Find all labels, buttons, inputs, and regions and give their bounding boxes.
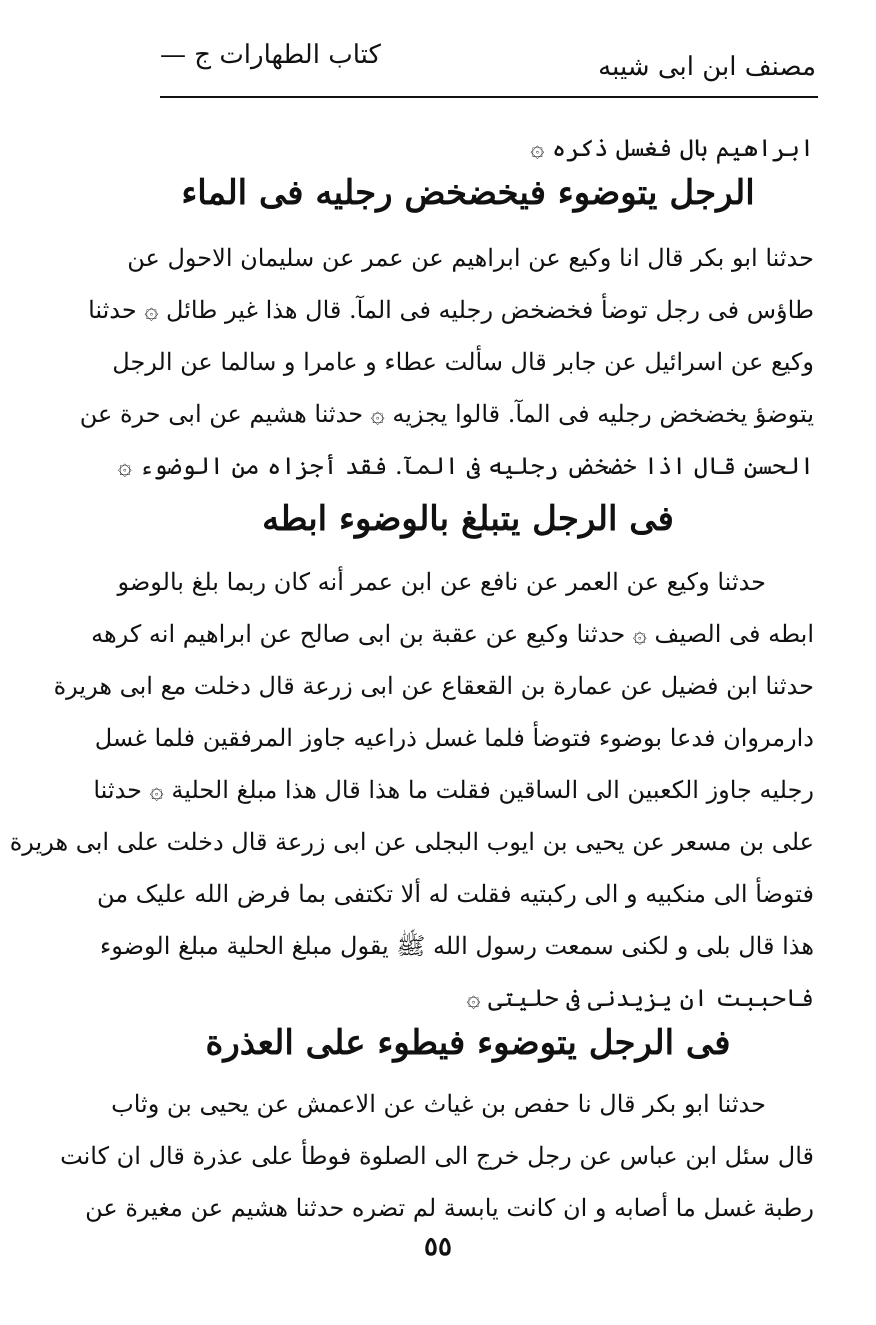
- text-line: ابطه فی الصیف ۞ حدثنا وکیع عن عقبة بن ابی صالح عن ابراهیم انه کرهه: [91, 620, 814, 648]
- running-header-book-title: مصنف ابن ابی شیبه: [598, 52, 816, 82]
- text-line: رطبة غسل ما أصابه و ان کانت یابسة لم تضره حدثنا هشیم عن مغیرة عن: [85, 1194, 814, 1222]
- section-heading: فی الرجل یتوضوء فیطوء علی العذرة: [205, 1023, 731, 1063]
- text-line: علی بن مسعر عن یحیی بن ایوب البجلی عن ابی زرعة قال دخلت علی ابی هریرة: [9, 828, 814, 856]
- text-line: حدثنا وکیع عن العمر عن نافع عن ابن عمر أنه کان ربما بلغ بالوضو: [117, 568, 766, 596]
- text-line: دارمروان فدعا بوضوء فتوضأ فلما غسل ذراعیه جاوز المرفقین فلما غسل: [94, 724, 814, 752]
- page-number: ٥٥: [424, 1232, 452, 1262]
- text-line: یتوضؤ یخضخض رجلیه فی المآ. قالوا یجزیه ۞ حدثنا هشیم عن ابی حرة عن: [79, 400, 814, 428]
- running-header-chapter: کتاب الطهارات ج —: [160, 40, 381, 70]
- text-line: حدثنا ابو بکر قال انا وکیع عن ابراهیم عن عمر عن سلیمان الاحول عن: [127, 244, 814, 272]
- section-heading: فی الرجل یتبلغ بالوضوء ابطه: [262, 499, 674, 539]
- text-line: الحسن قال اذا خضخض رجلیه فی المآ. فقد أجزاه من الوضوء ۞: [117, 452, 814, 480]
- header-rule: [160, 96, 818, 98]
- text-line: رجلیه جاوز الکعبین الی الساقین فقلت ما هذا قال هذا مبلغ الحلیة ۞ حدثنا: [93, 776, 814, 804]
- text-line: فتوضأ الی منکبیه و الی رکبتیه فقلت له ألا تکتفی بما فرض الله علیک من: [97, 880, 814, 908]
- text-line: ابراهیم بال فغسل ذکره ۞: [530, 134, 814, 162]
- text-line: وکیع عن اسرائیل عن جابر قال سألت عطاء و عامرا و سالما عن الرجل: [112, 348, 814, 376]
- text-line: حدثنا ابو بکر قال نا حفص بن غیاث عن الاعمش عن یحیی بن وثاب: [111, 1090, 766, 1118]
- section-heading: الرجل یتوضوء فیخضخض رجلیه فی الماء: [181, 173, 755, 213]
- text-line: حدثنا ابن فضیل عن عمارة بن القعقاع عن ابی زرعة قال دخلت مع ابی هریرة: [53, 672, 814, 700]
- text-line: هذا قال بلی و لکنی سمعت رسول الله ﷺ یقول مبلغ الحلیة مبلغ الوضوء: [99, 932, 814, 960]
- text-line: طاؤس فی رجل توضأ فخضخض رجلیه فی المآ. قال هذا غیر طائل ۞ حدثنا: [88, 296, 814, 324]
- text-line: قال سئل ابن عباس عن رجل خرج الی الصلوة فوطأ علی عذرة قال ان کانت: [60, 1142, 814, 1170]
- text-line: فاحببت ان یزیدنی فی حلیتی ۞: [466, 984, 814, 1012]
